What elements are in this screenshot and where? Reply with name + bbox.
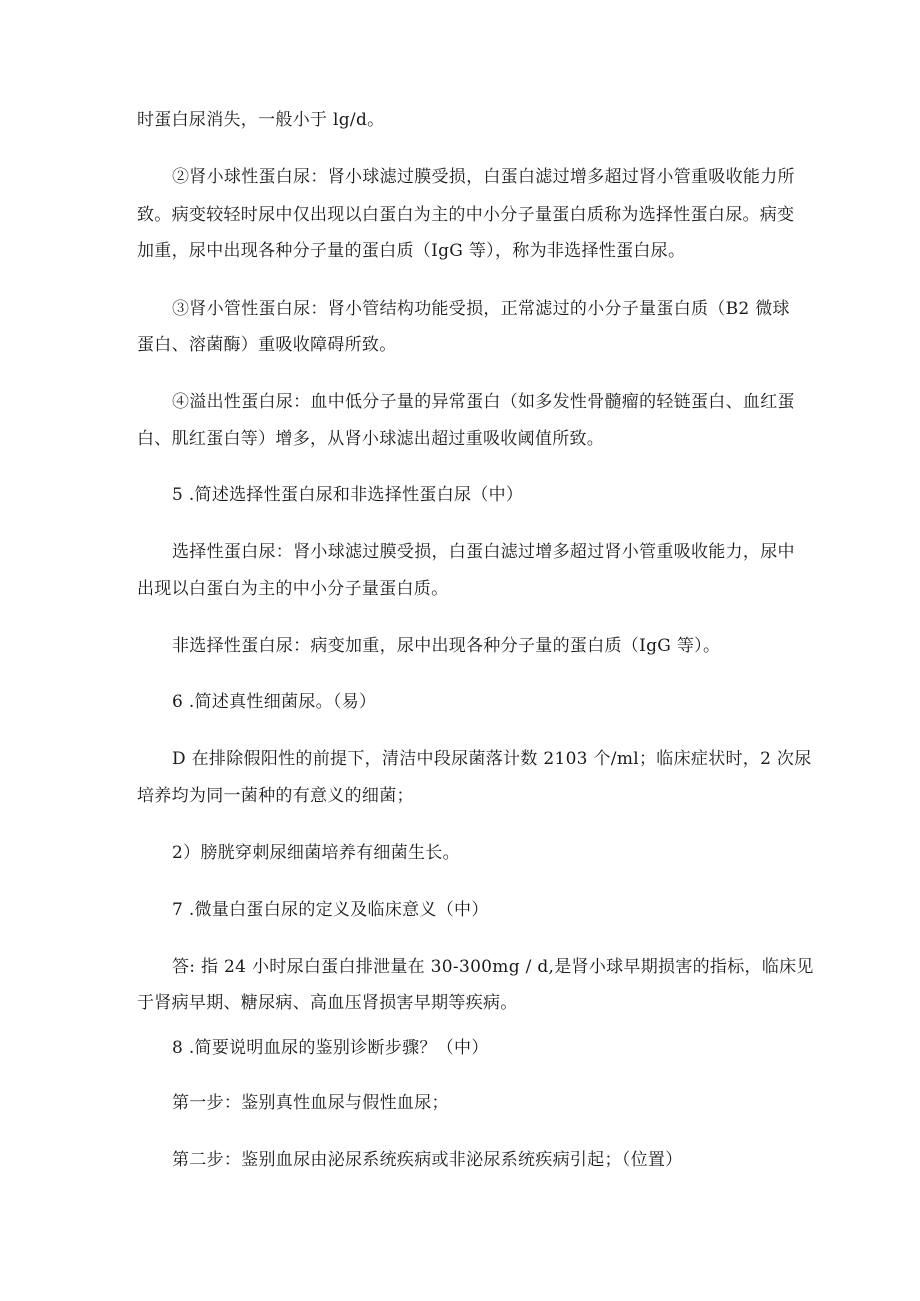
text-line: 加重，尿中出现各种分子量的蛋白质（IgG 等），称为非选择性蛋白尿。	[137, 241, 686, 261]
text-line: 于肾病早期、糖尿病、高血压肾损害早期等疾病。	[137, 993, 518, 1013]
text-line: 培养均为同一菌种的有意义的细菌；	[137, 786, 414, 806]
text-line: ②肾小球性蛋白尿：肾小球滤过膜受损，白蛋白滤过增多超过肾小管重吸收能力所	[172, 167, 795, 187]
text-line: 出现以白蛋白为主的中小分子量蛋白质。	[137, 579, 449, 599]
text-line: 第一步：鉴别真性血尿与假性血尿；	[172, 1093, 449, 1113]
text-line: ③肾小管性蛋白尿：肾小管结构功能受损，正常滤过的小分子量蛋白质（B2 微球	[172, 299, 790, 319]
text-line: 蛋白、溶菌酶）重吸收障碍所致。	[137, 335, 397, 355]
text-line: 5 .简述选择性蛋白尿和非选择性蛋白尿（中）	[172, 485, 524, 505]
text-line: 第二步：鉴别血尿由泌尿系统疾病或非泌尿系统疾病引起；（位置）	[172, 1150, 683, 1170]
text-line: 6 .简述真性细菌尿。（易）	[172, 692, 377, 712]
text-line: 时蛋白尿消失，一般小于 lg/d。	[137, 110, 385, 130]
text-line: 8 .简要说明血尿的鉴别诊断步骤？（中）	[172, 1038, 489, 1058]
text-line: 7 .微量白蛋白尿的定义及临床意义（中）	[172, 900, 489, 920]
text-line: 致。病变较轻时尿中仅出现以白蛋白为主的中小分子量蛋白质称为选择性蛋白尿。病变	[137, 205, 795, 225]
text-line: D 在排除假阳性的前提下，清洁中段尿菌落计数 2103 个/ml；临床症状时，2 次尿	[172, 749, 812, 769]
text-line: ④溢出性蛋白尿：血中低分子量的异常蛋白（如多发性骨髓瘤的轻链蛋白、血红蛋	[172, 392, 795, 412]
text-line: 2）膀胱穿刺尿细菌培养有细菌生长。	[172, 843, 460, 863]
text-line: 非选择性蛋白尿：病变加重，尿中出现各种分子量的蛋白质（IgG 等）。	[172, 636, 721, 656]
text-line: 选择性蛋白尿：肾小球滤过膜受损，白蛋白滤过增多超过肾小管重吸收能力，尿中	[172, 542, 795, 562]
text-line: 答: 指 24 小时尿白蛋白排泄量在 30-300mg / d,是肾小球早期损害的指标，临床见	[172, 957, 814, 977]
text-line: 白、肌红蛋白等）增多，从肾小球滤出超过重吸收阈值所致。	[137, 429, 605, 449]
